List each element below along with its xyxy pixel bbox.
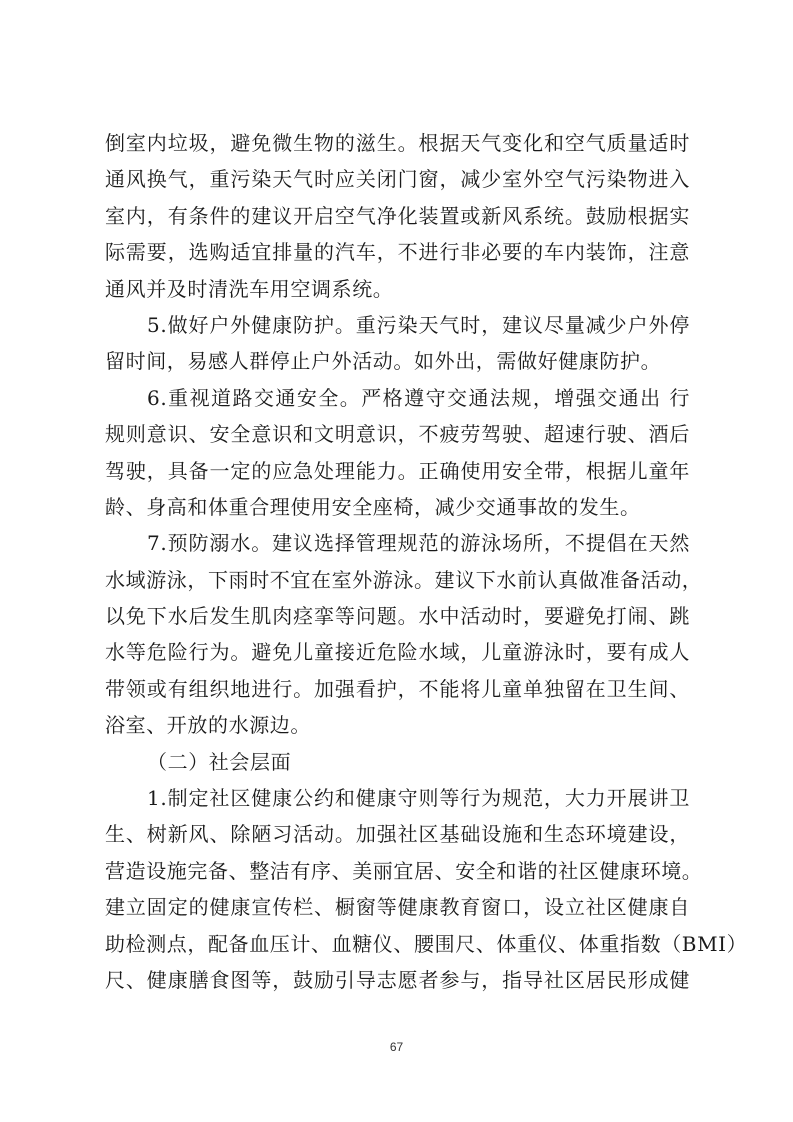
body-text-line: 水等危险行为。避免儿童接近危险水域，儿童游泳时，要有成人 <box>105 640 690 664</box>
list-item-6-heading-line: 6.重视道路交通安全。严格遵守交通法规，增强交通出 行 <box>147 386 690 410</box>
body-text-line: 际需要，选购适宜排量的汽车，不进行非必要的车内装饰，注意 <box>105 240 690 264</box>
body-text-line: 水域游泳，下雨时不宜在室外游泳。建议下水前认真做准备活动， <box>105 568 703 592</box>
body-text-line: 通风换气，重污染天气时应关闭门窗，减少室外空气污染物进入 <box>105 167 690 191</box>
list-item-5-heading-line: 5.做好户外健康防护。重污染天气时，建议尽量减少户外停 <box>147 313 690 337</box>
body-text-line: 通风并及时清洗车用空调系统。 <box>105 277 394 301</box>
body-text-line: 驾驶，具备一定的应急处理能力。正确使用安全带，根据儿童年 <box>105 459 690 483</box>
body-text-line: 室内，有条件的建议开启空气净化装置或新风系统。鼓励根据实 <box>105 204 690 228</box>
section-heading: （二）社会层面 <box>147 750 292 774</box>
body-text-line: 留时间，易感人群停止户外活动。如外出，需做好健康防护。 <box>105 349 662 373</box>
body-text-line: 尺、健康膳食图等，鼓励引导志愿者参与，指导社区居民形成健 <box>105 968 690 992</box>
page-number: 67 <box>389 1040 404 1054</box>
body-text-line: 助检测点，配备血压计、血糖仪、腰围尺、体重仪、体重指数（BMI） <box>105 932 748 956</box>
body-text-line: 带领或有组织地进行。加强看护，不能将儿童单独留在卫生间、 <box>105 677 690 701</box>
body-text-line: 生、树新风、除陋习活动。加强社区基础设施和生态环境建设， <box>105 822 690 846</box>
list-item-7-heading-line: 7.预防溺水。建议选择管理规范的游泳场所，不提倡在天然 <box>147 531 690 555</box>
body-text-line: 以免下水后发生肌肉痉挛等问题。水中活动时，要避免打闹、跳 <box>105 604 690 628</box>
body-text-line: 建立固定的健康宣传栏、橱窗等健康教育窗口，设立社区健康自 <box>105 895 690 919</box>
body-text-line: 龄、身高和体重合理使用安全座椅，减少交通事故的发生。 <box>105 495 641 519</box>
body-text-line: 浴室、开放的水源边。 <box>105 713 311 737</box>
body-text-line: 倒室内垃圾，避免微生物的滋生。根据天气变化和空气质量适时 <box>105 131 690 155</box>
body-text-line: 营造设施完备、整洁有序、美丽宜居、安全和谐的社区健康环境。 <box>105 859 703 883</box>
body-text-line: 规则意识、安全意识和文明意识，不疲劳驾驶、超速行驶、酒后 <box>105 422 690 446</box>
list-item-1-heading-line: 1.制定社区健康公约和健康守则等行为规范，大力开展讲卫 <box>147 786 690 810</box>
